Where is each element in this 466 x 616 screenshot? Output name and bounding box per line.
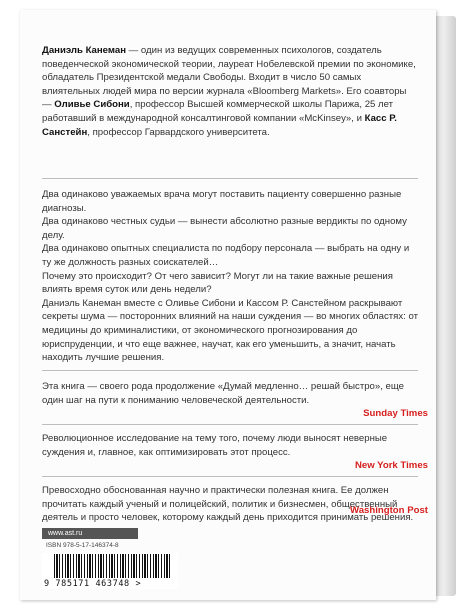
coauthor-sunstein-name: Касс Р. Санстейн xyxy=(42,112,397,138)
barcode xyxy=(42,553,178,589)
barcode-bars xyxy=(54,554,172,578)
divider-4 xyxy=(42,476,418,477)
coauthors-lead: Его соавторы — xyxy=(42,85,407,111)
description-paragraph: Даниэль Канеман вместе с Оливье Сибони и Кассом Р. Санстейном раскрывают секреты шума — посторонних влияний на наши суждения — во многих областях: от медицины до криминалистики, от экономического прогнозирования до юриспруденции, и что еще важнее, научат, как его уменьшить, а значит, начать находить лучшие решения. xyxy=(42,297,419,364)
divider-1 xyxy=(42,178,418,179)
review-text: Эта книга — своего рода продолжение «Думай медленно… решай быстро», еще один шаг на пути к пониманию человеческой деятельности. xyxy=(42,381,405,406)
review-source: Sunday Times xyxy=(363,408,428,419)
isbn-label: ISBN 978-5-17-146374-8 xyxy=(46,542,119,549)
author-name: Даниэль Канеман xyxy=(42,45,126,56)
coauthor-sibony-description: , профессор Высшей коммерческой школы Парижа, 25 лет работавший в международной консалтинговой компании «McKinsey», и xyxy=(42,99,394,124)
author-bio xyxy=(42,44,418,139)
book-spine xyxy=(434,16,456,596)
description-paragraph: Два одинаково уважаемых врача могут поставить пациенту совершенно разные диагнозы. xyxy=(42,189,402,214)
description-paragraph: Два одинаково честных судьи — вынести абсолютно разные вердикты по одному делу. xyxy=(42,216,407,241)
description-paragraph: Почему это происходит? От чего зависит? Могут ли на такие важные решения влиять время суток или день недели? xyxy=(42,270,393,296)
author-description: — один из ведущих современных психологов, создатель поведенческой экономической теории, лауреат Нобелевской премии по экономике, обладатель Президентской медали Свободы. Входит в число 50 самых влиятельных людей мира по версии журнала «Bloomberg Markets». xyxy=(42,45,416,97)
barcode-digits: 9 785171 463748 > xyxy=(44,579,142,589)
review-source: Washington Post xyxy=(350,505,428,516)
review-text: Превосходно обоснованная научно и практически полезная книга. Ее должен прочитать каждый ученый и полицейский, политик и бизнесмен, общественный деятель и просто человек, которому каждый день приходится принимать решения. xyxy=(42,485,414,524)
description-paragraph: Два одинаково опытных специалиста по подбору персонала — выбрать на одну и ту же должность разных соискателей… xyxy=(42,243,410,268)
review-text: Революционное исследование на тему того, почему люди выносят неверные суждения и, главное, как оптимизировать этот процесс. xyxy=(42,433,388,458)
coauthor-sunstein-description: , профессор Гарвардского университета. xyxy=(87,126,270,138)
publisher-site: www.ast.ru xyxy=(42,528,138,539)
review-source: New York Times xyxy=(354,460,428,471)
divider-2 xyxy=(42,370,418,371)
book-description xyxy=(42,188,418,365)
coauthor-sibony-name: Оливье Сибони xyxy=(54,99,130,111)
divider-3 xyxy=(42,424,418,425)
